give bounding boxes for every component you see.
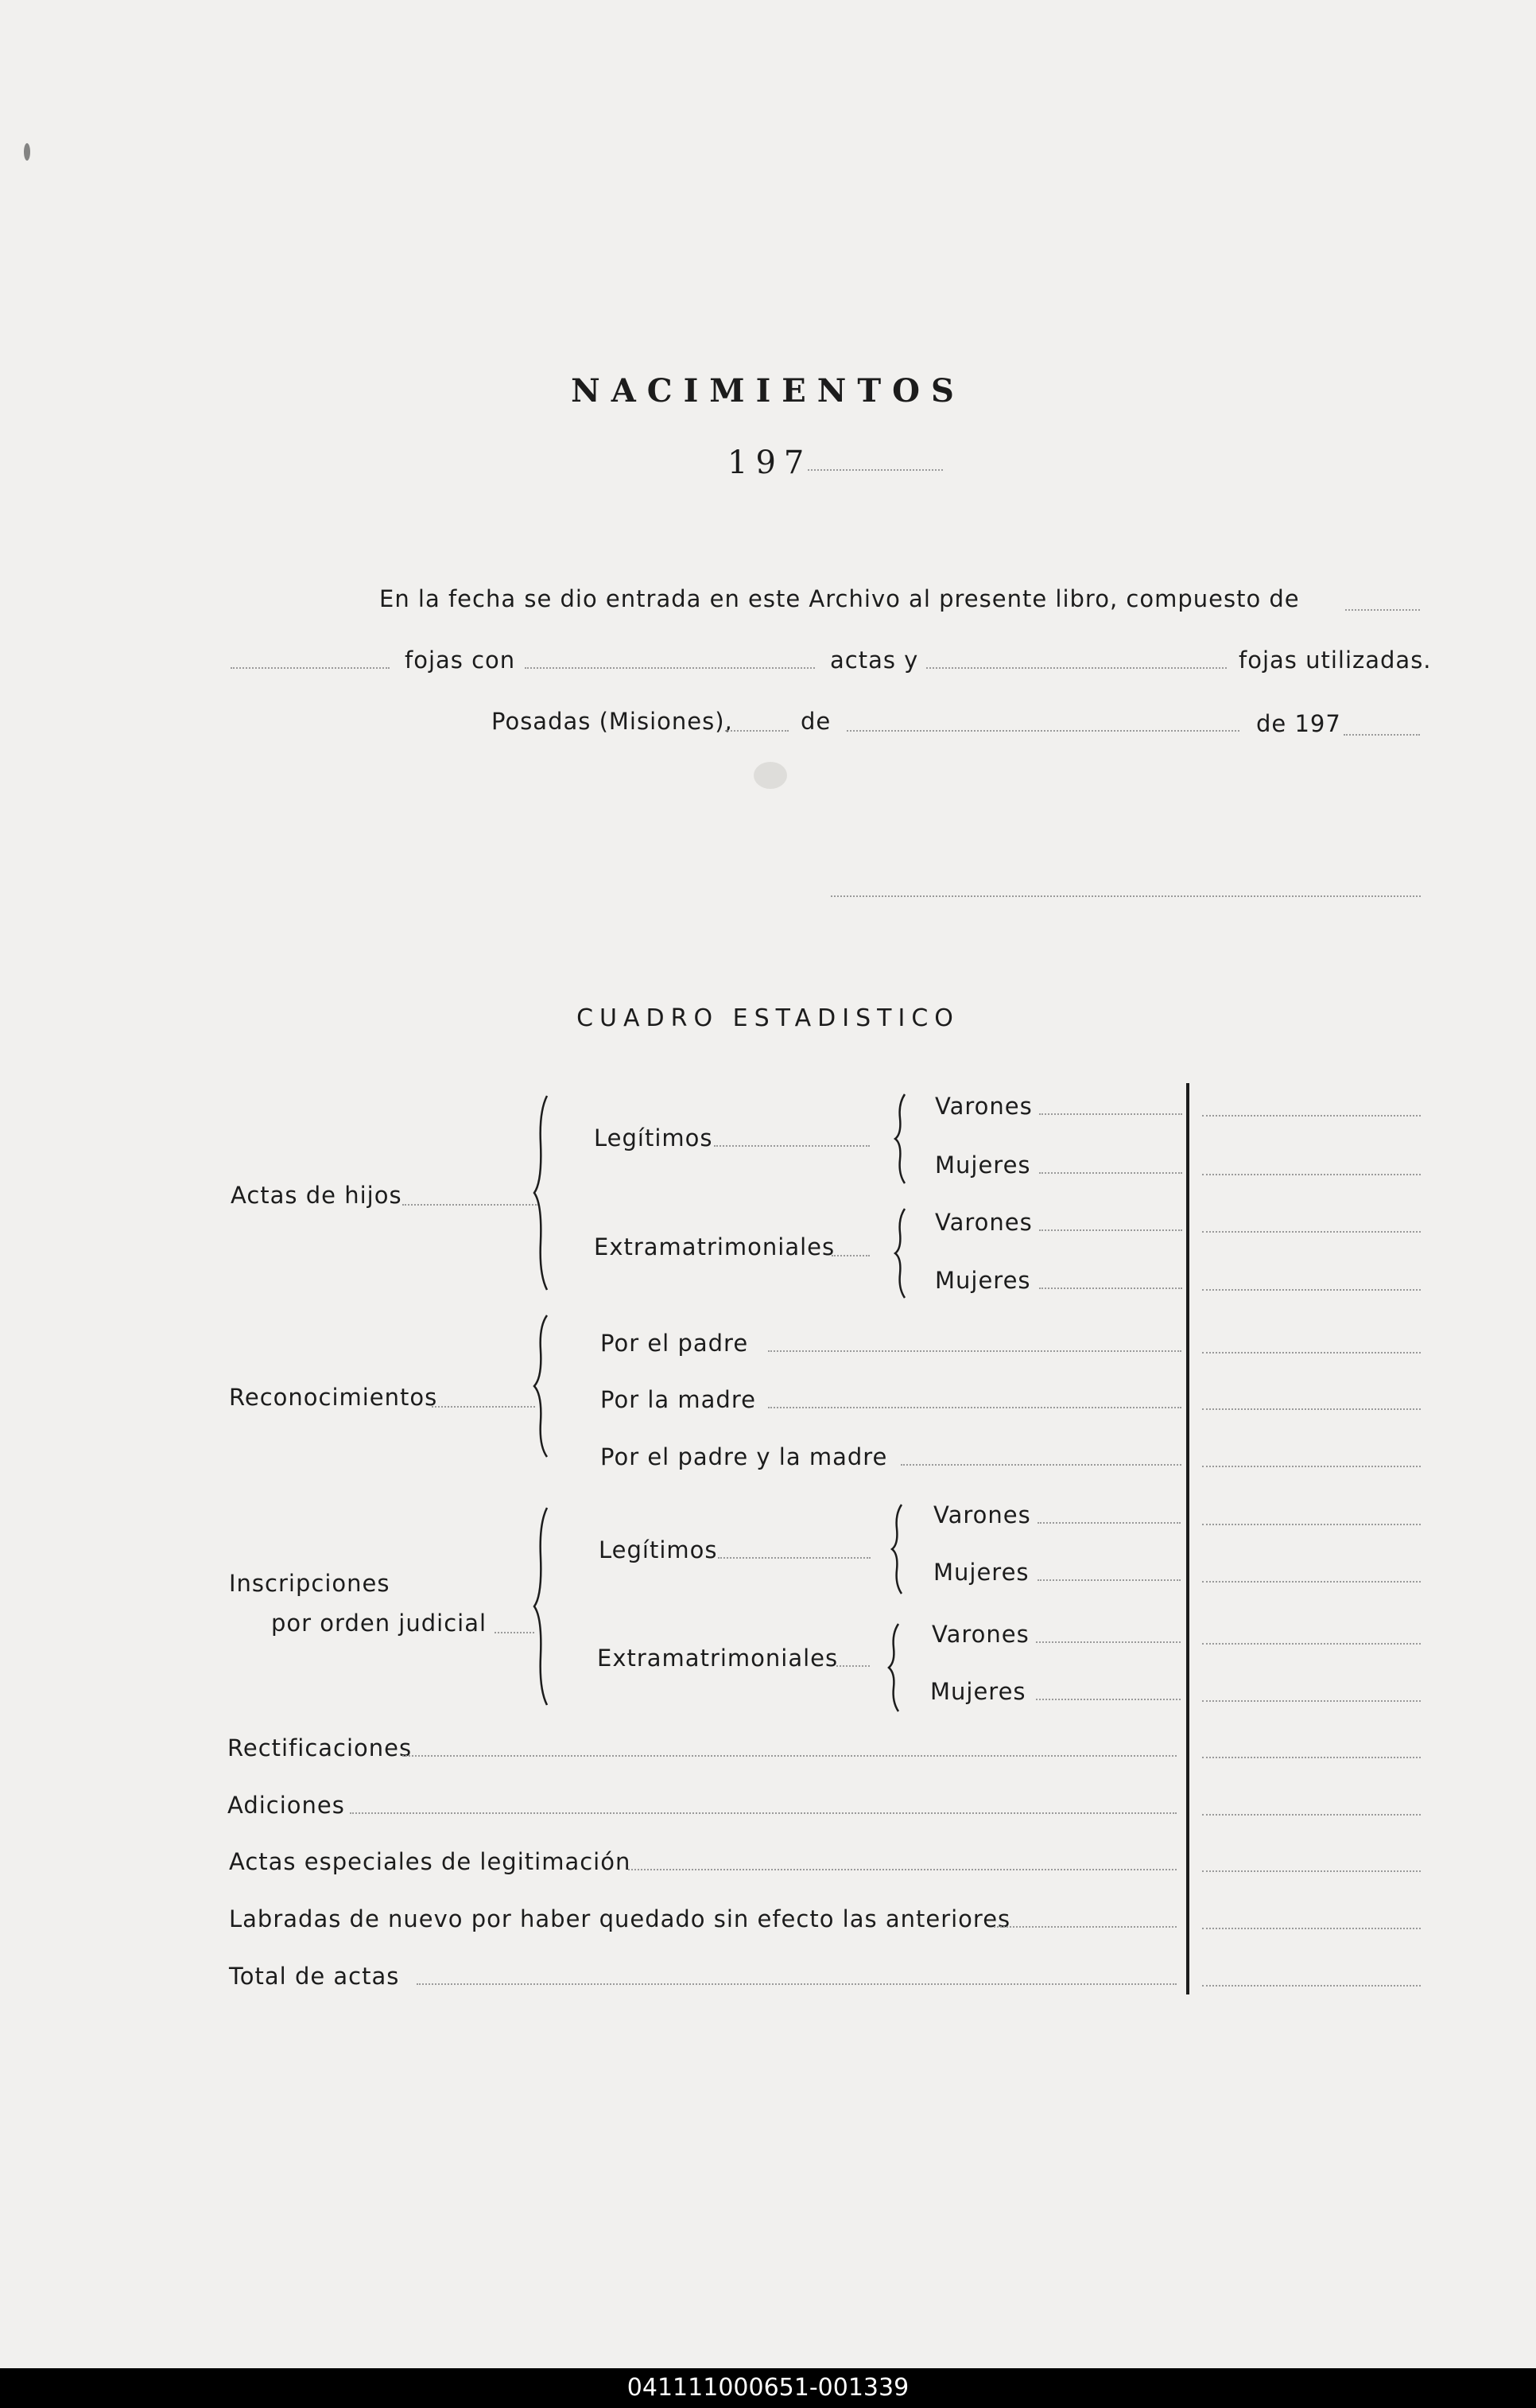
actas-especiales-label: Actas especiales de legitimación [229, 1848, 631, 1875]
leader-dots [1039, 1229, 1182, 1231]
leader-dots [1036, 1699, 1181, 1700]
fojas-total-field[interactable] [231, 667, 390, 669]
extra-varones-value[interactable] [1202, 1231, 1421, 1233]
leader-dots [402, 1204, 539, 1206]
por-el-padre-y-la-madre-label: Por el padre y la madre [600, 1443, 888, 1470]
leader-dots [1039, 1172, 1182, 1174]
brace-legitimos [894, 1094, 910, 1183]
de-label: de [801, 708, 832, 735]
total-actas-label: Total de actas [229, 1963, 400, 1990]
year-label: 197 [727, 445, 813, 481]
fojas-con-label: fojas con [405, 647, 516, 674]
brace-inscripciones [533, 1508, 552, 1705]
year-end-field[interactable] [1344, 734, 1420, 736]
stats-title: CUADRO ESTADISTICO [576, 1004, 960, 1032]
leader-dots [402, 1755, 1177, 1757]
por-ambos-value[interactable] [1202, 1466, 1421, 1467]
labradas-label: Labradas de nuevo por haber quedado sin efecto las anteriores [229, 1905, 1011, 1932]
extra-mujeres-value[interactable] [1202, 1289, 1421, 1291]
labradas-value[interactable] [1202, 1928, 1421, 1929]
leader-dots [1039, 1288, 1182, 1289]
document-title: NACIMIENTOS [571, 372, 965, 410]
brace-actas-hijos [533, 1096, 552, 1290]
scan-id: 041111000651-001339 [626, 2374, 910, 2402]
por-la-madre-label: Por la madre [600, 1386, 756, 1413]
leader-dots [901, 1464, 1181, 1466]
mujeres-label: Mujeres [935, 1152, 1031, 1179]
leader-dots [628, 1869, 1177, 1870]
leader-dots [1039, 1113, 1182, 1115]
rectificaciones-value[interactable] [1202, 1757, 1421, 1758]
mujeres-label: Mujeres [935, 1267, 1031, 1294]
adiciones-value[interactable] [1202, 1814, 1421, 1816]
inscripciones-label: Inscripciones [229, 1570, 390, 1597]
leader-dots [1036, 1641, 1181, 1643]
legitimos-label: Legítimos [594, 1124, 713, 1152]
fojas-used-field[interactable] [926, 667, 1227, 669]
brace-reconocimientos [533, 1315, 552, 1457]
actas-y-label: actas y [830, 647, 919, 674]
ink-smudge [754, 762, 787, 789]
fojas-utilizadas-label: fojas utilizadas. [1239, 647, 1432, 674]
leader-dots [994, 1926, 1177, 1928]
mujeres-label: Mujeres [930, 1678, 1026, 1705]
leader-dots [768, 1407, 1181, 1408]
por-la-madre-value[interactable] [1202, 1408, 1421, 1410]
reconocimientos-label: Reconocimientos [229, 1384, 438, 1411]
por-el-padre-value[interactable] [1202, 1352, 1421, 1354]
fojas-count-field[interactable] [1345, 609, 1420, 611]
por-orden-judicial-label: por orden judicial [271, 1610, 487, 1637]
brace-extramatrimoniales [894, 1209, 910, 1298]
place-label: Posadas (Misiones), [491, 708, 733, 735]
leader-dots [836, 1665, 870, 1667]
leader-dots [1038, 1579, 1181, 1581]
insc-legitimos-varones-value[interactable] [1202, 1524, 1421, 1525]
legitimos-mujeres-value[interactable] [1202, 1174, 1421, 1175]
extramatrimoniales-label: Extramatrimoniales [594, 1233, 836, 1260]
insc-extra-mujeres-value[interactable] [1202, 1700, 1421, 1702]
brace-insc-legitimos [890, 1505, 906, 1594]
day-field[interactable] [725, 730, 789, 732]
insc-extra-varones-value[interactable] [1202, 1643, 1421, 1645]
actas-especiales-value[interactable] [1202, 1870, 1421, 1872]
leader-dots [417, 1983, 1177, 1985]
year-field[interactable] [808, 469, 943, 471]
de-197-label: de 197 [1256, 710, 1341, 737]
page-mark [24, 143, 30, 161]
varones-label: Varones [932, 1621, 1030, 1648]
month-field[interactable] [847, 730, 1239, 732]
leader-dots [1038, 1522, 1181, 1524]
actas-count-field[interactable] [525, 667, 815, 669]
leader-dots [432, 1406, 535, 1408]
rectificaciones-label: Rectificaciones [227, 1734, 413, 1761]
legitimos-label: Legítimos [599, 1536, 718, 1563]
adiciones-label: Adiciones [227, 1792, 345, 1819]
leader-dots [495, 1632, 534, 1633]
extramatrimoniales-label: Extramatrimoniales [597, 1645, 839, 1672]
leader-dots [718, 1557, 871, 1559]
varones-label: Varones [935, 1093, 1033, 1120]
legitimos-varones-value[interactable] [1202, 1115, 1421, 1117]
total-actas-value[interactable] [1202, 1985, 1421, 1987]
leader-dots [832, 1255, 870, 1256]
mujeres-label: Mujeres [933, 1559, 1030, 1586]
intro-line-1: En la fecha se dio entrada en este Archivo al presente libro, compuesto de [379, 585, 1300, 612]
brace-insc-extramatrimoniales [887, 1624, 903, 1711]
scan-footer [0, 2368, 1536, 2408]
signature-field[interactable] [831, 895, 1421, 897]
varones-label: Varones [933, 1501, 1031, 1528]
varones-label: Varones [935, 1209, 1033, 1236]
leader-dots [350, 1812, 1177, 1814]
actas-hijos-label: Actas de hijos [231, 1182, 402, 1209]
column-divider [1186, 1083, 1189, 1994]
por-el-padre-label: Por el padre [600, 1330, 749, 1357]
leader-dots [714, 1145, 870, 1147]
insc-legitimos-mujeres-value[interactable] [1202, 1581, 1421, 1583]
leader-dots [768, 1350, 1181, 1352]
